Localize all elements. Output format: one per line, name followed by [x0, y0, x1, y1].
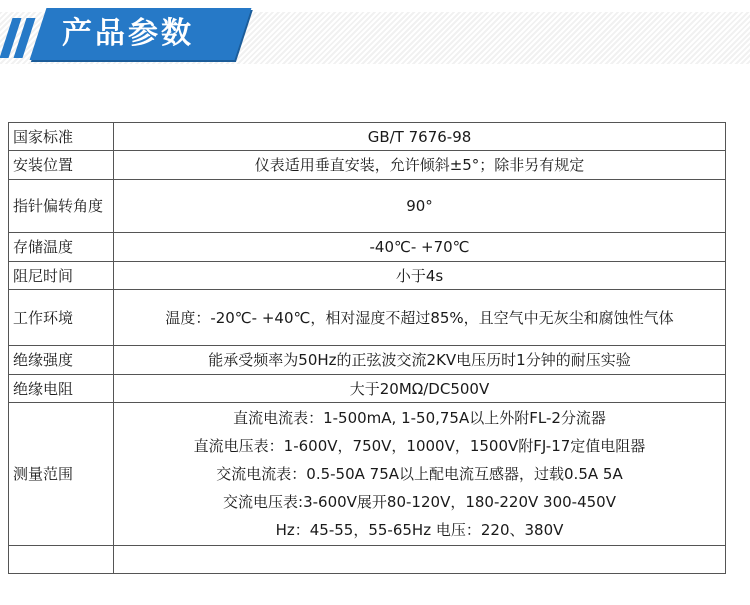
range-line: 交流电压表:3-600V展开80-120V，180-220V 300-450V	[223, 493, 616, 511]
row-value: -40℃- +70℃	[114, 233, 726, 262]
parameter-table	[8, 122, 726, 574]
section-banner	[0, 0, 750, 75]
row-label: 指针偏转角度	[9, 180, 114, 233]
range-line: 交流电流表：0.5-50A 75A以上配电流互感器，过载0.5A 5A	[216, 465, 623, 483]
row-value: 仪表适用垂直安装，允许倾斜±5°；除非另有规定	[114, 151, 726, 180]
row-label: 存储温度	[9, 233, 114, 262]
row-label: 绝缘电阻	[9, 375, 114, 403]
table-row	[9, 346, 726, 375]
range-line: 直流电压表：1-600V，750V，1000V，1500V附FJ-17定值电阻器	[193, 437, 646, 455]
table-row	[9, 290, 726, 346]
row-label: 工作环境	[9, 290, 114, 346]
range-line: Hz：45-55，55-65Hz 电压：220、380V	[275, 521, 564, 539]
row-label: 阻尼时间	[9, 262, 114, 290]
row-label: 绝缘强度	[9, 346, 114, 375]
row-value: 小于4s	[114, 262, 726, 290]
table-row	[9, 375, 726, 403]
row-value: 能承受频率为50Hz的正弦波交流2KV电压历时1分钟的耐压实验	[114, 346, 726, 375]
table-row	[9, 403, 726, 546]
row-value: GB/T 7676-98	[114, 123, 726, 151]
row-value: 90°	[114, 180, 726, 233]
table-row	[9, 546, 726, 574]
row-value	[114, 546, 726, 574]
row-label: 安装位置	[9, 151, 114, 180]
section-title: 产品参数	[62, 16, 194, 51]
table-row	[9, 123, 726, 151]
row-label	[9, 546, 114, 574]
range-line: 直流电流表：1-500mA, 1-50,75A以上外附FL-2分流器	[233, 409, 606, 427]
range-value-cell	[114, 403, 726, 546]
table-row	[9, 151, 726, 180]
row-label: 国家标准	[9, 123, 114, 151]
row-value: 大于20MΩ/DC500V	[114, 375, 726, 403]
table-row	[9, 233, 726, 262]
row-value: 温度：-20℃- +40℃，相对湿度不超过85%，且空气中无灰尘和腐蚀性气体	[114, 290, 726, 346]
row-label: 测量范围	[9, 403, 114, 546]
table-row	[9, 262, 726, 290]
table-row	[9, 180, 726, 233]
